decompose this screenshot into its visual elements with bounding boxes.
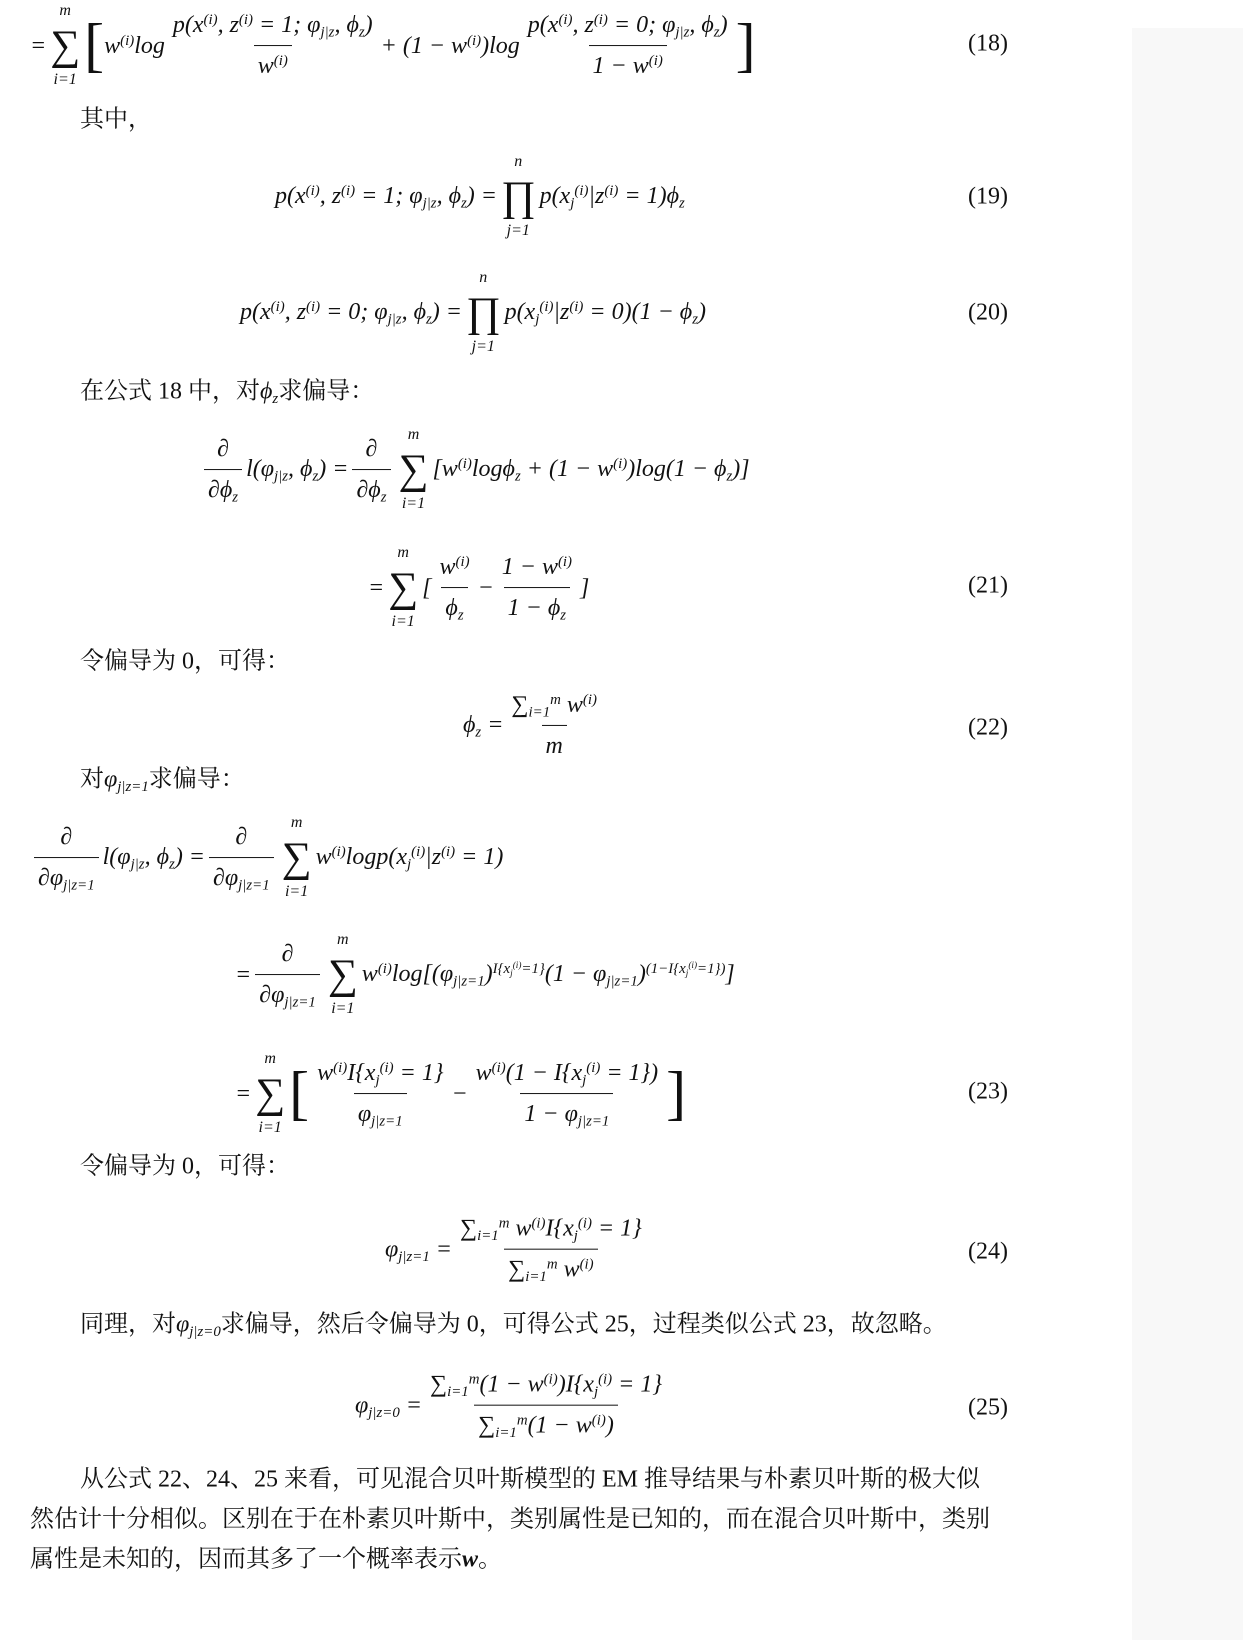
numerator: $w^{(i)}(1 - I\{x_j^{(i)} = 1\})$ (475, 1059, 659, 1089)
denominator: $\phi_z$ (441, 587, 467, 623)
text: 属性是未知的，因而其多了一个概率表示 (30, 1546, 462, 1573)
denominator: $\sum_{i=1}^m$ $w^{(i)}$ (504, 1249, 598, 1285)
equation-number: (25) (968, 1394, 1008, 1421)
prod-lower: j=1 (471, 338, 495, 356)
denominator: m (542, 725, 567, 761)
prod-lower: j=1 (506, 222, 530, 240)
sum-upper: m (337, 931, 349, 949)
left-bracket: [ (84, 12, 105, 79)
right-bracket: ] (666, 1060, 687, 1127)
equation-number: (19) (968, 183, 1008, 210)
fraction (436, 553, 474, 623)
sum-upper: m (264, 1050, 276, 1068)
sum-upper: m (290, 814, 303, 832)
denominator: $\partial\varphi_{j|z=1}$ (209, 857, 274, 893)
equation-25 (355, 1371, 670, 1442)
term: + $(1 - w^{(i)})\log$ (380, 32, 520, 59)
sum-symbol (50, 1, 80, 91)
denominator: $1 - w^{(i)}$ (589, 45, 667, 81)
fraction (34, 823, 99, 893)
denominator: $\partial\varphi_{j|z=1}$ (34, 857, 99, 893)
fraction (313, 1059, 447, 1130)
numerator: $\sum_{i=1}^m(1 - w^{(i)})I\{x_j^{(i)} = 1\}$ (429, 1371, 662, 1401)
equals: = (368, 574, 385, 601)
denominator: $1 - \phi_z$ (504, 587, 570, 623)
sum-symbol (282, 813, 312, 903)
pi: ∏ (500, 173, 536, 220)
text: 。 (478, 1546, 503, 1573)
sigma: ∑ (388, 564, 419, 611)
equals: = (235, 1080, 252, 1107)
sum-symbol (328, 930, 358, 1020)
lhs: $\varphi_{j|z=0}$ = (355, 1392, 422, 1421)
numerator: $p(x^{(i)}$, $z^{(i)} = 1$; $\varphi_{j|z}$, $\phi_z$) (172, 11, 373, 41)
fraction (456, 1215, 646, 1286)
numerator: $\sum_{i=1}^m$ $w^{(i)}I\{x_j^{(i)} = 1\}$ (459, 1215, 642, 1245)
prod-upper: n (514, 153, 523, 171)
text-line: 其中， (80, 106, 152, 133)
sum-lower: i=1 (331, 1000, 355, 1018)
sigma: ∑ (281, 834, 312, 881)
term: $w^{(i)}\log p(x_j^{(i)}|z^{(i)} = 1)$ (315, 844, 504, 873)
text: 求偏导，然后令偏导为 0，可得公式 25，过程类似公式 23，故忽略。 (220, 1311, 947, 1338)
rhs: $p(x_j^{(i)}|z^{(i)} = 0)(1 - \phi_z)$ (504, 299, 706, 328)
sum-lower: i=1 (258, 1119, 282, 1137)
equation-number: (23) (968, 1078, 1008, 1105)
text: 在公式 18 中，对 (80, 378, 260, 405)
minus: − (477, 574, 494, 601)
math: $\varphi_{j|z=0}$ (176, 1311, 221, 1340)
partial-derivative-varphi (30, 813, 503, 903)
fraction (472, 1059, 662, 1130)
fraction (352, 435, 390, 505)
right-bracket: ] (580, 574, 590, 601)
sum-lower: i=1 (284, 883, 309, 901)
numerator: ∂ (60, 823, 73, 850)
prod-upper: n (479, 269, 488, 287)
numerator: $w^{(i)}$ (439, 553, 470, 580)
minus: − (451, 1080, 468, 1107)
numerator: $w^{(i)}I\{x_j^{(i)} = 1\}$ (317, 1059, 444, 1089)
sum-symbol (388, 543, 418, 633)
lhs: $p(x^{(i)}$, $z^{(i)} = 0$; $\varphi_{j|z}$, $\phi_z$) = (240, 299, 462, 328)
product-symbol (466, 268, 501, 358)
fraction (255, 940, 320, 1010)
sigma: ∑ (255, 1070, 286, 1117)
sum-lower: i=1 (401, 495, 426, 513)
partial-derivative-phi (200, 425, 750, 515)
text-line (80, 1309, 947, 1340)
equation-number: (22) (968, 714, 1008, 741)
sigma: ∑ (398, 446, 429, 493)
text-line (80, 376, 374, 407)
equation-19 (275, 152, 685, 242)
term: $l(\varphi_{j|z}$, $\phi_z$) = (246, 456, 349, 485)
sum-lower: i=1 (391, 613, 415, 631)
numerator: ∂ (235, 823, 248, 850)
math: $\varphi_{j|z=1}$ (104, 766, 149, 795)
term: $[w^{(i)}\log\phi_z + (1 - w^{(i)})\log(1 - \phi_z)]$ (432, 456, 750, 485)
denominator: $\partial\varphi_{j|z=1}$ (255, 974, 320, 1010)
equation-number: (20) (968, 299, 1008, 326)
numerator: $p(x^{(i)}$, $z^{(i)} = 0$; $\varphi_{j|z}$, $\phi_z$) (527, 11, 728, 41)
term: $w^{(i)}\log$ (104, 32, 165, 59)
sum-symbol (255, 1049, 285, 1139)
partial-derivative-expanded (235, 930, 735, 1020)
equation-number: (24) (968, 1238, 1008, 1265)
sum-symbol (399, 425, 429, 515)
text-line: 令偏导为 0，可得： (80, 1153, 290, 1180)
numerator: ∂ (281, 940, 294, 967)
equals: = (30, 32, 47, 59)
equation-24 (385, 1215, 650, 1286)
equation-23 (235, 1049, 686, 1139)
text: 对 (80, 766, 104, 793)
sigma: ∑ (327, 951, 358, 998)
text: 求偏导： (148, 766, 245, 793)
sum-upper: m (407, 426, 420, 444)
denominator: $\partial\phi_z$ (352, 469, 390, 505)
term: $l(\varphi_{j|z}$, $\phi_z$) = (102, 844, 205, 873)
equation-18 (30, 1, 756, 91)
math: $\phi_z$ (260, 378, 279, 407)
sum-lower: i=1 (53, 71, 77, 89)
text: 同理，对 (80, 1311, 176, 1338)
sum-upper: m (59, 2, 71, 20)
equation-number: (18) (968, 30, 1008, 57)
fraction (169, 11, 377, 81)
sigma: ∑ (50, 22, 81, 69)
paragraph-line: 然估计十分相似。区别在于在朴素贝叶斯中，类别属性是已知的，而在混合贝叶斯中，类别 (30, 1506, 990, 1533)
text-line (80, 764, 245, 795)
lhs: $p(x^{(i)}$, $z^{(i)} = 1$; $\varphi_{j|z}$, $\phi_z$) = (275, 183, 497, 212)
equation-20 (240, 268, 706, 358)
fraction (204, 435, 242, 505)
sum-upper: m (397, 544, 409, 562)
equation-22 (463, 691, 605, 761)
pi: ∏ (465, 289, 501, 336)
denominator: $\sum_{i=1}^m(1 - w^{(i)})$ (474, 1405, 618, 1441)
equation-21 (368, 543, 589, 633)
denominator: $1 - \varphi_{j|z=1}$ (520, 1093, 613, 1129)
product-symbol (501, 152, 536, 242)
fraction (498, 553, 576, 623)
term: $w^{(i)}\log[(\varphi_{j|z=1})^{I\{x_j^{(i)}=1\}}(1 - \varphi_{j|z=1})^{(1-I\{x_j^{(i)}=1\})}]$ (361, 960, 735, 990)
denominator: $\varphi_{j|z=1}$ (354, 1093, 407, 1129)
math: w (462, 1546, 479, 1573)
left-bracket: [ (289, 1060, 310, 1127)
text-line: 令偏导为 0，可得： (80, 648, 290, 675)
equals: = (235, 961, 252, 988)
fraction (426, 1371, 666, 1442)
denominator: $w^{(i)}$ (254, 45, 292, 81)
left-bracket: [ (422, 574, 432, 601)
lhs: $\phi_z$ = (463, 712, 504, 741)
numerator: $\sum_{i=1}^m$ $w^{(i)}$ (511, 691, 597, 721)
numerator: $1 - w^{(i)}$ (501, 553, 573, 580)
rhs: $p(x_j^{(i)}|z^{(i)} = 1)\phi_z$ (539, 183, 685, 212)
fraction (524, 11, 732, 81)
page-margin-shade (1132, 28, 1243, 1640)
text: 求偏导： (278, 378, 375, 405)
fraction (507, 691, 601, 761)
paragraph-line (30, 1544, 502, 1575)
numerator: ∂ (365, 435, 378, 462)
denominator: $\partial\phi_z$ (204, 469, 242, 505)
right-bracket: ] (735, 12, 756, 79)
equation-number: (21) (968, 572, 1008, 599)
numerator: ∂ (217, 435, 229, 462)
paragraph-line: 从公式 22、24、25 来看，可见混合贝叶斯模型的 EM 推导结果与朴素贝叶斯的极大似 (80, 1466, 980, 1493)
lhs: $\varphi_{j|z=1}$ = (385, 1236, 452, 1265)
fraction (209, 823, 274, 893)
